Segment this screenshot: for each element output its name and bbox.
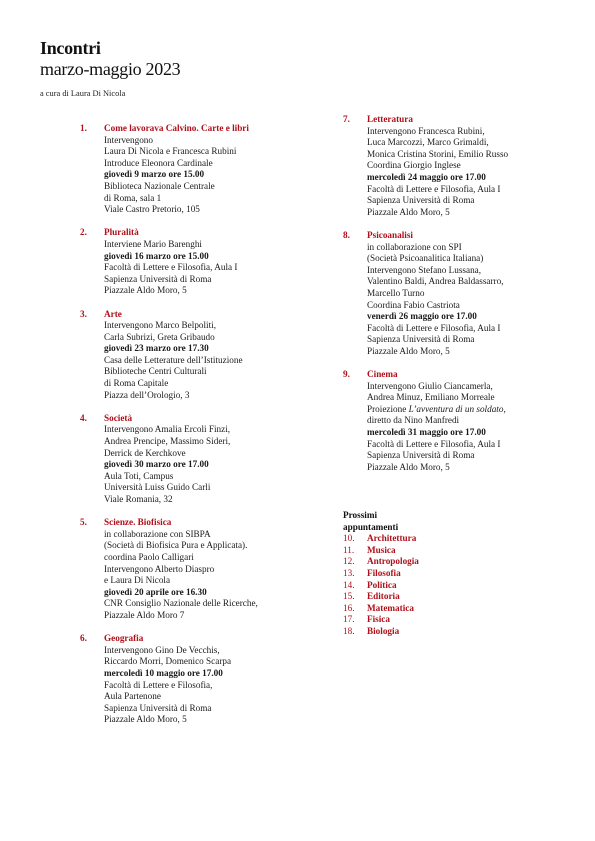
event-title: Geografia xyxy=(104,633,144,644)
event-title: Scienze. Biofisica xyxy=(104,517,172,528)
event-line xyxy=(104,714,330,726)
event-line xyxy=(104,320,330,332)
event-line xyxy=(104,645,330,657)
event-number: 9. xyxy=(343,369,350,380)
event-entry xyxy=(80,227,330,297)
event-line xyxy=(367,253,578,265)
line-text: Piazzale Aldo Moro 7 xyxy=(104,609,185,620)
event-date xyxy=(104,587,330,599)
line-text: Aula Partenone xyxy=(104,691,161,702)
event-date xyxy=(367,311,578,323)
upcoming-section xyxy=(343,510,543,638)
upcoming-number: 11. xyxy=(343,544,355,555)
line-text: diretto da Nino Manfredi xyxy=(367,415,460,426)
upcoming-item xyxy=(343,626,543,638)
event-line xyxy=(367,207,578,219)
line-text: Intervengono Marco Belpoliti, xyxy=(104,320,217,331)
upcoming-number: 10. xyxy=(343,533,355,544)
line-text: Biblioteca Nazionale Centrale xyxy=(104,180,215,191)
event-title: Cinema xyxy=(367,369,398,380)
line-text: Sapienza Università di Roma xyxy=(367,334,475,345)
line-text: mercoledì 31 maggio ore 17.00 xyxy=(367,427,486,438)
event-line xyxy=(104,552,330,564)
line-text: Casa delle Letterature dell’Istituzione xyxy=(104,354,243,365)
upcoming-topic: Filosofia xyxy=(367,567,401,578)
event-line xyxy=(104,204,330,216)
event-line xyxy=(104,680,330,692)
line-text: Piazzale Aldo Moro, 5 xyxy=(367,461,450,472)
line-text: Aula Toti, Campus xyxy=(104,470,174,481)
line-text: Proiezione xyxy=(367,403,409,414)
event-line xyxy=(104,575,330,587)
event-line xyxy=(367,265,578,277)
line-text: Intervengono Amalia Ercoli Finzi, xyxy=(104,424,231,435)
event-title: Società xyxy=(104,412,133,423)
line-text: Viale Romania, 32 xyxy=(104,494,173,504)
event-date xyxy=(367,427,578,439)
event-line xyxy=(104,378,330,390)
line-suffix: , xyxy=(503,403,506,414)
upcoming-topic: Antropologia xyxy=(367,556,419,567)
line-text: Carla Subrizi, Greta Gribaudo xyxy=(104,331,215,342)
line-text: Laura Di Nicola e Francesca Rubini xyxy=(104,146,237,157)
event-number: 6. xyxy=(80,633,87,644)
event-title: Come lavorava Calvino. Carte e libri xyxy=(104,123,249,133)
event-date xyxy=(104,251,330,263)
event-line xyxy=(104,424,330,436)
upcoming-topic: Matematica xyxy=(367,602,414,613)
upcoming-list xyxy=(343,533,543,637)
event-date xyxy=(104,459,330,471)
event-details xyxy=(104,413,330,506)
event-line xyxy=(104,390,330,402)
upcoming-item xyxy=(343,580,543,592)
line-text: Intervengono Francesca Rubini, xyxy=(367,125,485,136)
event-line xyxy=(367,195,578,207)
line-text: di Roma Capitale xyxy=(104,378,169,389)
event-line xyxy=(104,239,330,251)
upcoming-number: 12. xyxy=(343,556,355,567)
line-text: Biblioteche Centri Culturali xyxy=(104,366,207,377)
upcoming-topic: Politica xyxy=(367,579,397,590)
event-line xyxy=(367,242,578,254)
events-column-right xyxy=(343,114,578,485)
event-line xyxy=(367,160,578,172)
line-text: Sapienza Università di Roma xyxy=(367,450,475,461)
event-date xyxy=(104,343,330,355)
line-text: Intervengono Giulio Ciancamerla, xyxy=(367,380,493,391)
line-text: Università Luiss Guido Carli xyxy=(104,482,211,493)
event-line xyxy=(367,381,578,393)
event-line xyxy=(104,610,330,622)
event-details xyxy=(104,227,330,297)
line-text: giovedì 30 marzo ore 17.00 xyxy=(104,459,209,470)
line-text: CNR Consiglio Nazionale delle Ricerche, xyxy=(104,598,258,609)
event-title: Psicoanalisi xyxy=(367,229,413,240)
event-line xyxy=(104,366,330,378)
event-number: 4. xyxy=(80,412,87,423)
upcoming-item xyxy=(343,533,543,545)
line-text: coordina Paolo Calligari xyxy=(104,551,194,562)
event-date xyxy=(104,169,330,181)
event-line xyxy=(104,529,330,541)
line-text: Monica Cristina Storini, Emilio Russo xyxy=(367,148,509,159)
event-entry xyxy=(80,413,330,506)
line-text: giovedì 20 aprile ore 16.30 xyxy=(104,586,207,597)
event-number: 3. xyxy=(80,308,87,319)
line-text: venerdì 26 maggio ore 17.00 xyxy=(367,311,477,322)
event-line xyxy=(104,564,330,576)
line-text: Intervengono Alberto Diaspro xyxy=(104,563,215,574)
event-line xyxy=(367,323,578,335)
events-column-left xyxy=(80,123,330,737)
event-details xyxy=(367,369,578,473)
upcoming-item xyxy=(343,568,543,580)
upcoming-number: 13. xyxy=(343,567,355,578)
event-line xyxy=(104,158,330,170)
title-line-2: marzo-maggio 2023 xyxy=(40,59,181,79)
line-text: Piazza dell’Orologio, 3 xyxy=(104,389,190,400)
event-line xyxy=(367,276,578,288)
event-title: Arte xyxy=(104,308,122,319)
event-details xyxy=(104,633,330,726)
event-line xyxy=(104,494,330,506)
upcoming-number: 17. xyxy=(343,614,355,625)
line-text: Andrea Minuz, Emiliano Morreale xyxy=(367,392,495,403)
event-title: Pluralità xyxy=(104,227,139,238)
event-line xyxy=(104,193,330,205)
upcoming-number: 14. xyxy=(343,579,355,590)
line-text: Piazzale Aldo Moro, 5 xyxy=(104,285,187,296)
line-text: Piazzale Aldo Moro, 5 xyxy=(104,714,187,725)
line-text: Luca Marcozzi, Marco Grimaldi, xyxy=(367,137,489,148)
event-line xyxy=(367,462,578,474)
event-line xyxy=(104,436,330,448)
event-date xyxy=(104,668,330,680)
line-text: Marcello Turno xyxy=(367,287,425,298)
event-line xyxy=(367,346,578,358)
line-text: Piazzale Aldo Moro, 5 xyxy=(367,206,450,217)
event-line xyxy=(104,274,330,286)
line-text: Introduce Eleonora Cardinale xyxy=(104,157,213,168)
line-text: Intervengono xyxy=(104,134,153,145)
line-text: giovedì 16 marzo ore 15.00 xyxy=(104,250,209,261)
upcoming-topic: Musica xyxy=(367,544,396,555)
line-text: Sapienza Università di Roma xyxy=(104,273,212,284)
event-line xyxy=(104,181,330,193)
line-text: Riccardo Morri, Domenico Scarpa xyxy=(104,656,232,667)
event-line xyxy=(367,149,578,161)
event-entry xyxy=(80,309,330,402)
event-line xyxy=(367,404,578,416)
event-line xyxy=(367,126,578,138)
event-details xyxy=(367,114,578,218)
event-number: 5. xyxy=(80,517,87,528)
upcoming-item xyxy=(343,603,543,615)
line-text: mercoledì 24 maggio ore 17.00 xyxy=(367,171,486,182)
curator-credit: a cura di Laura Di Nicola xyxy=(40,89,126,98)
event-entry xyxy=(343,230,578,358)
line-text: (Società di Biofisica Pura e Applicata). xyxy=(104,540,248,551)
title-line-1: Incontri xyxy=(40,38,101,58)
upcoming-number: 15. xyxy=(343,591,355,602)
line-text: Coordina Fabio Castriota xyxy=(367,299,460,310)
event-entry xyxy=(80,123,330,216)
event-number: 1. xyxy=(80,123,87,133)
event-line xyxy=(104,471,330,483)
event-entry xyxy=(80,517,330,621)
event-line xyxy=(104,146,330,158)
line-text: Sapienza Università di Roma xyxy=(104,702,212,713)
line-text: in collaborazione con SPI xyxy=(367,241,462,252)
line-text: Facoltà di Lettere e Filosofia, Aula I xyxy=(367,183,501,194)
event-line xyxy=(367,392,578,404)
line-text: e Laura Di Nicola xyxy=(104,575,171,586)
upcoming-item xyxy=(343,614,543,626)
line-text: Facoltà di Lettere e Filosofia, Aula I xyxy=(104,262,238,273)
line-text: Sapienza Università di Roma xyxy=(367,195,475,206)
upcoming-heading-line-1: Prossimi xyxy=(343,510,378,520)
event-line xyxy=(104,540,330,552)
event-line xyxy=(104,135,330,147)
page-title xyxy=(40,38,180,80)
event-line xyxy=(367,137,578,149)
event-entry xyxy=(80,633,330,726)
event-line xyxy=(104,285,330,297)
event-line xyxy=(367,450,578,462)
line-text: mercoledì 10 maggio ore 17.00 xyxy=(104,667,223,678)
line-text: Facoltà di Lettere e Filosofia, Aula I xyxy=(367,438,501,449)
event-line xyxy=(104,482,330,494)
upcoming-topic: Biologia xyxy=(367,625,400,636)
upcoming-number: 18. xyxy=(343,625,355,636)
event-line xyxy=(104,598,330,610)
event-line xyxy=(104,703,330,715)
event-line xyxy=(367,288,578,300)
event-line xyxy=(104,262,330,274)
upcoming-item xyxy=(343,591,543,603)
film-title: L’avventura di un soldato xyxy=(408,403,504,414)
event-details xyxy=(367,230,578,358)
event-line xyxy=(367,439,578,451)
line-text: in collaborazione con SIBPA xyxy=(104,528,211,539)
line-text: Interviene Mario Barenghi xyxy=(104,238,202,249)
line-text: Viale Castro Pretorio, 105 xyxy=(104,204,200,215)
event-line xyxy=(367,334,578,346)
line-text: Facoltà di Lettere e Filosofia, Aula I xyxy=(367,322,501,333)
upcoming-heading xyxy=(343,510,543,533)
upcoming-item xyxy=(343,556,543,568)
upcoming-topic: Fisica xyxy=(367,614,390,625)
event-line xyxy=(104,332,330,344)
event-line xyxy=(367,415,578,427)
line-text: Coordina Giorgio Inglese xyxy=(367,160,461,171)
event-details xyxy=(104,123,330,216)
upcoming-heading-line-2: appuntamenti xyxy=(343,521,399,532)
event-line xyxy=(104,355,330,367)
event-details xyxy=(104,309,330,402)
event-entry xyxy=(343,369,578,473)
upcoming-topic: Architettura xyxy=(367,533,417,544)
event-details xyxy=(104,517,330,621)
line-text: giovedì 9 marzo ore 15.00 xyxy=(104,169,205,180)
line-text: Valentino Baldi, Andrea Baldassarro, xyxy=(367,276,504,287)
line-text: Derrick de Kerchkove xyxy=(104,447,186,458)
upcoming-item xyxy=(343,545,543,557)
line-text: (Società Psicoanalitica Italiana) xyxy=(367,253,484,264)
event-number: 2. xyxy=(80,227,87,238)
line-text: di Roma, sala 1 xyxy=(104,192,162,203)
event-entry xyxy=(343,114,578,218)
event-line xyxy=(367,300,578,312)
line-text: Intervengono Stefano Lussana, xyxy=(367,264,482,275)
line-text: Facoltà di Lettere e Filosofia, xyxy=(104,679,213,690)
event-number: 8. xyxy=(343,229,350,240)
line-text: giovedì 23 marzo ore 17.30 xyxy=(104,343,209,354)
event-number: 7. xyxy=(343,114,350,124)
line-text: Intervengono Gino De Vecchis, xyxy=(104,644,220,655)
event-line xyxy=(367,184,578,196)
line-text: Andrea Prencipe, Massimo Sideri, xyxy=(104,436,231,447)
event-line xyxy=(104,691,330,703)
upcoming-topic: Editoria xyxy=(367,591,400,602)
upcoming-number: 16. xyxy=(343,602,355,613)
event-line xyxy=(104,448,330,460)
event-line xyxy=(104,656,330,668)
event-date xyxy=(367,172,578,184)
line-text: Piazzale Aldo Moro, 5 xyxy=(367,345,450,356)
event-title: Letteratura xyxy=(367,114,413,124)
